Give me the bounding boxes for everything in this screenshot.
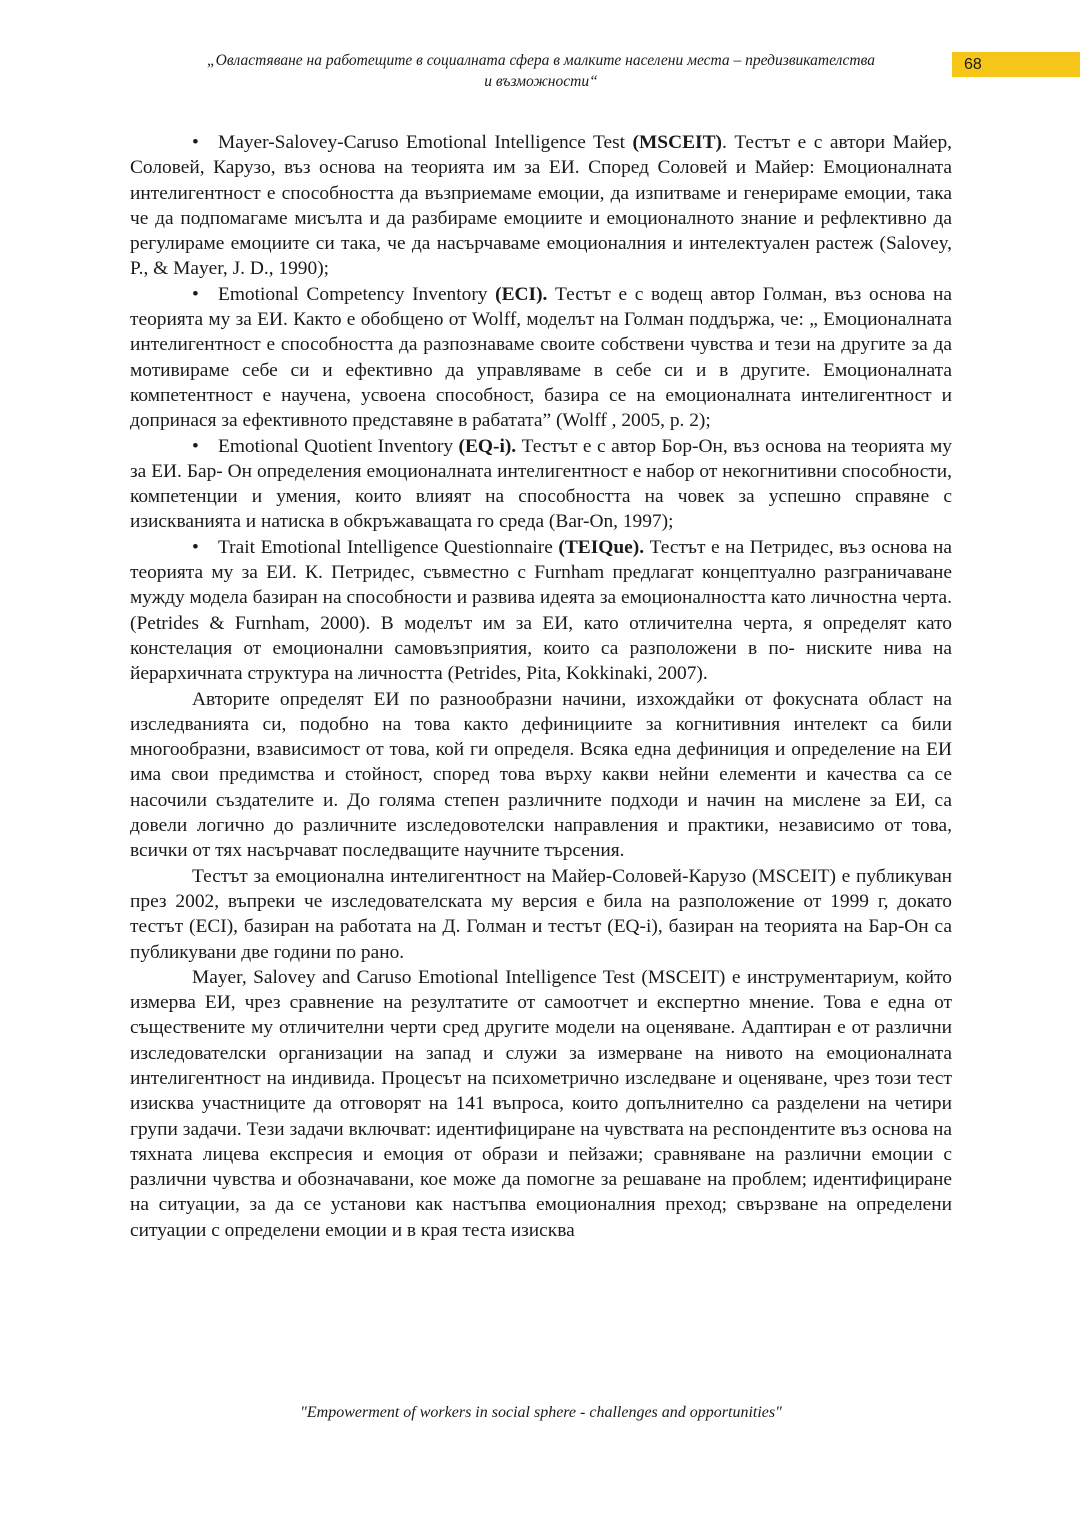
bullet-text: Тестът е с водещ автор Голман, въз основа на теорията му за ЕИ. Както е обобщено от Wolff, моделът на Голман поддържа, че: „ Емоционалната интелигентност е способността да разпознаваме своите собствени чувства и тези на другите за да мотивираме себе си и ефективно да управляваме в себе си и в другите. Емоционалната компетентност е научена, усвоена способност, базира се на емоционалната интелигентност и допринася за ефективното представяне в рабатата” (Wolff , 2005, p. 2); (130, 283, 952, 432)
bullet-lead: Mayer-Salovey-Caruso Emotional Intelligence Test (218, 132, 633, 153)
bullet-msceit (130, 130, 952, 282)
bullet-teique (130, 535, 952, 687)
bullet-eci (130, 282, 952, 434)
bullet-lead: Emotional Competency Inventory (218, 283, 496, 305)
bullet-lead: Trait Emotional Intelligence Questionnaire (218, 536, 559, 558)
page-number: 68 (952, 52, 1080, 77)
paragraph: Авторите определят ЕИ по разнообразни начини, изхождайки от фокусната област на изследванията си, подобно на това както дефинициите за когнитивния интелект са били многообразни, взависимост от това, кой ги определя. Всяка една дефиниция и определение на ЕИ има свои предимства и стойност, според това върху какви нейни елементи и качества са се насочили създателите и. До голяма степен различните подходи и начин на мислене за ЕИ, са довели логично до различните изследовотелски направления и практики, независимо от това, всички от тях насърчават последващите научните търсения. (130, 688, 952, 862)
body-text (130, 130, 952, 1243)
bullet-abbr: (TEIQue). (558, 536, 645, 558)
bullet-text: Тестът е на Петридес, въз основа на теорията му за ЕИ. К. Петридес, съвместно с Furnham предлагат концептуално разграничаване мужду модела базиран на способности и развива идеята за емоционалността като личностна черта. (Petrides & Furnham, 2000). В моделът им за ЕИ, като отличителна черта, я определят като констелация от емоционални самовъзприятия, които са разположени в по- ниските нива на йерархичната структура на личността (Petrides, Pita, Kokkinaki, 2007). (130, 536, 953, 685)
running-footer: "Empowerment of workers in social sphere - challenges and opportunities" (300, 1404, 782, 1421)
running-header (130, 50, 952, 92)
bullet-abbr: (EQ-i). (458, 435, 517, 457)
paragraph: Mayer, Salovey and Caruso Emotional Intelligence Test (MSCEIT) е инструментариум, който измерва ЕИ, чрез сравнение на резултатите от самоотчет и експертно мнение. Това е една от съществените му отличителни черти сред другите модели на оценяване. Адаптиран е от различни изследователски организации на запад и служи за измерване на нивото на емоционалната интелигентност на индивида. Процесът на психометрично изследване и оценяване, чрез този тест изисква участниците да отговорят на 141 въпроса, които допълнително са разделени на четири групи задачи. Тези задачи включват: идентифициране на чувствата на респондентите въз основа на тяхната лицева експресия и емоция от образи и пейзажи; сравняване на различни емоции с различни чувства и обозначавани, кое може да помогне за решаване на проблем; идентифициране на ситуации, за да се установи как настъпва емоционалния преход; свързване на определени ситуации с определени емоции и в края теста изисква (130, 966, 952, 1241)
header-title-line-1: „Овластяване на работещите в социалната сфера в малките населени места – предизвикателства (207, 52, 875, 69)
bullet-lead: Emotional Quotient Inventory (218, 435, 459, 457)
header-title-line-2: и възможности“ (484, 73, 598, 90)
paragraph: Тестът за емоционална интелигентност на Майер-Соловей-Карузо (MSCEIT) е публикуван през 2002, въпреки че изследователската му версия е била на разположение от 1999 г, докато тестът (ECI), базиран на работата на Д. Голман и тестът (EQ-i), базиран на теорията на Бар-Он са публикувани две години по рано. (130, 865, 952, 963)
bullet-abbr: (ECI). (495, 283, 548, 305)
bullet-abbr: (MSCEIT) (632, 132, 722, 153)
bullet-text: . Тестът е с автори Майер, Соловей, Карузо, въз основа на теорията им за ЕИ. Според Соловей и Майер: Емоционалната интелигентност е способността да възприемаме емоции, да изпитваме и генерираме емоции, така че да подпомагаме мисълта и да разбираме емоциите и емоционалното знание и рефлективно да регулираме емоциите си така, че да насърчаваме емоционалния и интелектуален растеж (Salovey, P., & Mayer, J. D., 1990); (130, 132, 952, 280)
bullet-text: Тестът е с автор Бор-Он, въз основа на теорията му за ЕИ. Бар- Он определения емоционалната интелигентност е набор от некогнитивни способности, компетенции и умения, които влияят на способността на човек за успешно справяне с изискванията и натиска в обкръжаващата го среда (Bar-On, 1997); (130, 435, 952, 533)
bullet-eqi (130, 434, 952, 535)
